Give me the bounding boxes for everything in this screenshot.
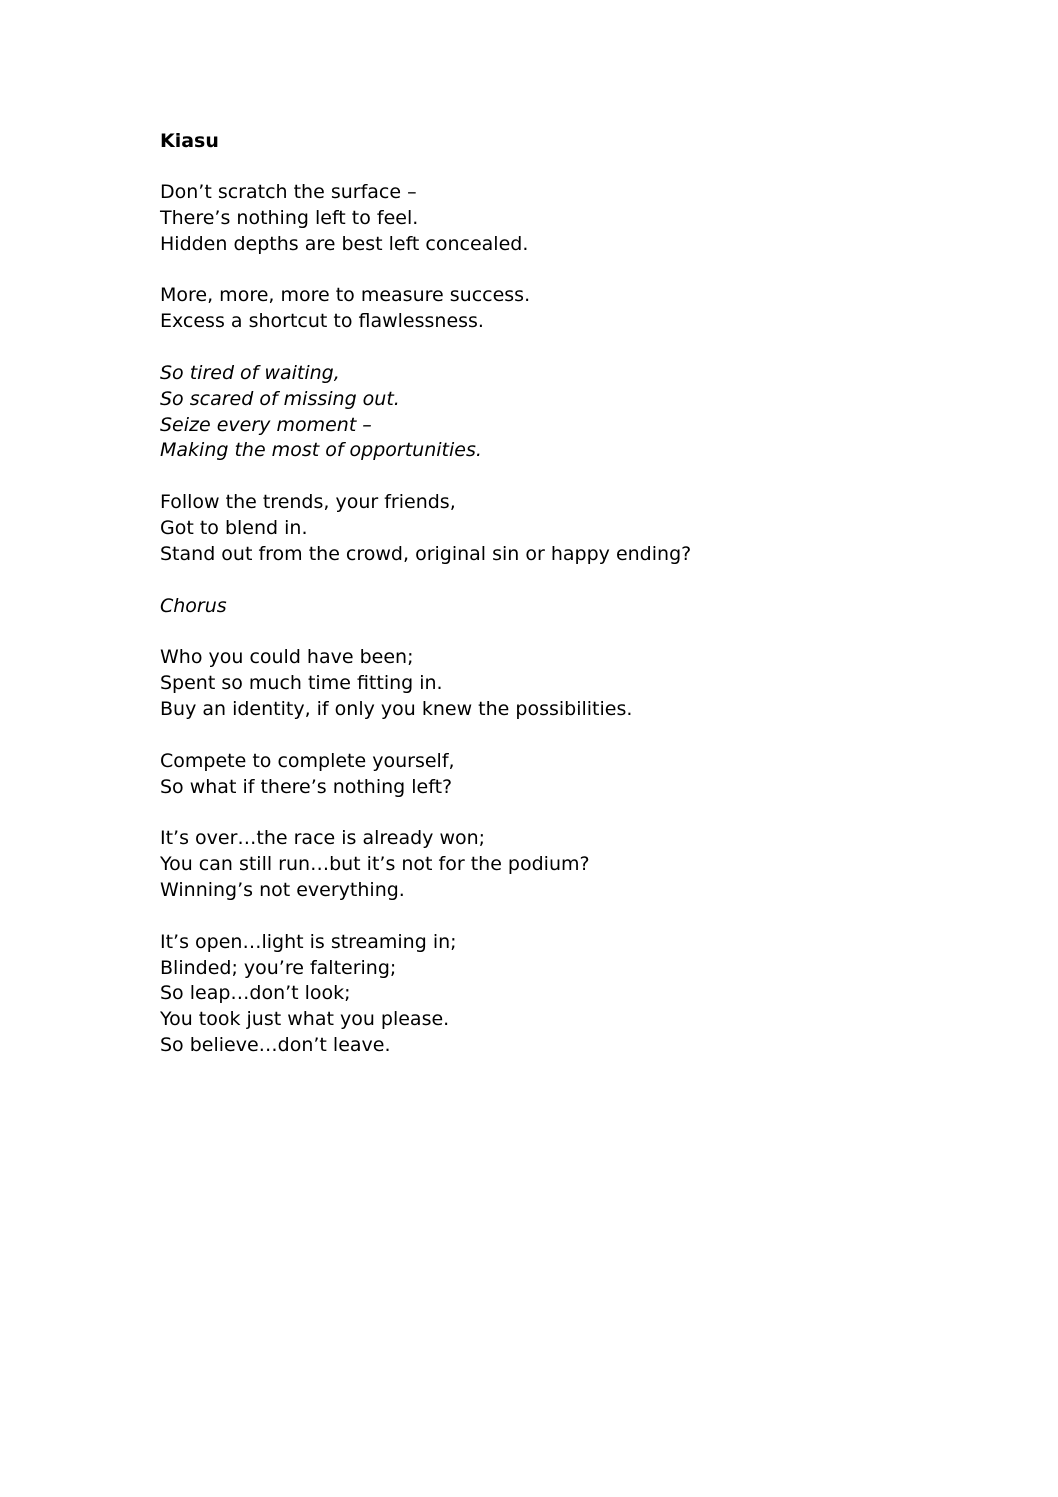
poem-line: You can still run…but it’s not for the podium? (160, 853, 590, 876)
poem-line: It’s over…the race is already won; (160, 827, 486, 850)
poem-line: So scared of missing out. (160, 387, 400, 410)
poem-line: It’s open…light is streaming in; (160, 930, 457, 953)
poem-content (160, 128, 920, 1085)
poem-line: So believe…don’t leave. (160, 1033, 391, 1056)
stanza (160, 930, 920, 1059)
poem-line: Blinded; you’re faltering; (160, 956, 397, 979)
poem-line: More, more, more to measure success. (160, 284, 531, 307)
poem-line: There’s nothing left to feel. (160, 206, 419, 229)
poem-line: Compete to complete yourself, (160, 749, 455, 772)
poem-line: Seize every moment – (160, 413, 372, 436)
stanza (160, 645, 920, 722)
stanza (160, 180, 920, 257)
stanza (160, 283, 920, 335)
poem-line: Making the most of opportunities. (160, 439, 482, 462)
poem-line: Who you could have been; (160, 646, 414, 669)
poem-line: Excess a shortcut to flawlessness. (160, 310, 484, 333)
poem-line: Spent so much time fitting in. (160, 672, 443, 695)
poem-line: So leap…don’t look; (160, 982, 351, 1005)
poem-line: Buy an identity, if only you knew the possibilities. (160, 697, 633, 720)
italic-stanza (160, 594, 920, 620)
poem-line: Chorus (160, 594, 227, 617)
poem-line: Winning’s not everything. (160, 878, 405, 901)
poem-title: Kiasu (160, 130, 219, 152)
poem-line: Don’t scratch the surface – (160, 181, 417, 203)
stanza (160, 749, 920, 801)
poem-line: Stand out from the crowd, original sin or happy ending? (160, 542, 692, 565)
poem-line: You took just what you please. (160, 1008, 450, 1031)
poem-line: Hidden depths are best left concealed. (160, 232, 529, 255)
stanza (160, 490, 920, 567)
poem-line: Follow the trends, your friends, (160, 491, 456, 514)
poem-line: Got to blend in. (160, 516, 308, 539)
italic-stanza (160, 361, 920, 464)
poem-stanzas (160, 180, 920, 1059)
poem-line: So what if there’s nothing left? (160, 775, 453, 798)
stanza (160, 826, 920, 903)
poem-line: So tired of waiting, (160, 361, 340, 384)
